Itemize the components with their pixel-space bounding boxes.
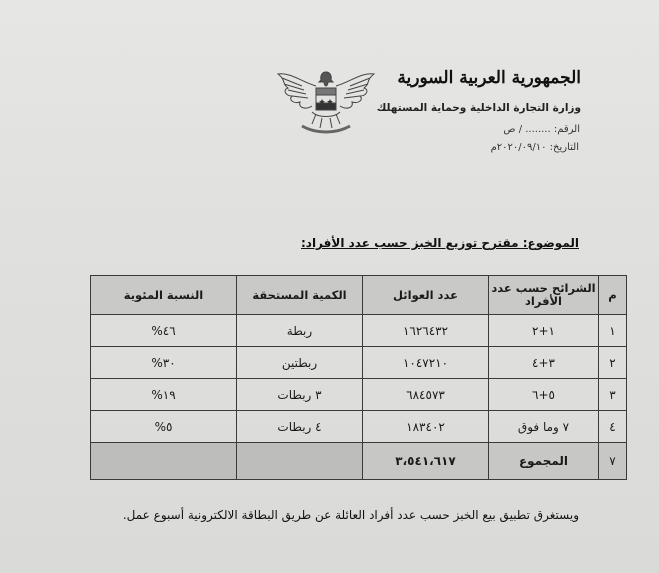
total-families: ٣،٥٤١،٦١٧ bbox=[363, 443, 489, 480]
row-index: ٤ bbox=[599, 411, 627, 443]
row-percent: ٤٦% bbox=[91, 315, 237, 347]
syrian-eagle-emblem-icon bbox=[272, 62, 380, 140]
row-quantity: ربطة bbox=[237, 315, 363, 347]
table-row bbox=[91, 347, 627, 379]
row-quantity: ربطتين bbox=[237, 347, 363, 379]
reference-number: الرقم: ........ / ص bbox=[503, 124, 580, 135]
row-segment: ٣+٤ bbox=[489, 347, 599, 379]
header-index: م bbox=[599, 276, 627, 315]
row-segment: ١+٢ bbox=[489, 315, 599, 347]
header-families: عدد العوائل bbox=[363, 276, 489, 315]
row-quantity: ٤ ربطات bbox=[237, 411, 363, 443]
table-row bbox=[91, 411, 627, 443]
row-families: ١٦٢٦٤٣٢ bbox=[363, 315, 489, 347]
row-quantity: ٣ ربطات bbox=[237, 379, 363, 411]
subject-line: الموضوع: مقترح توزيع الخبز حسب عدد الأفراد: bbox=[300, 236, 579, 250]
row-index: ٢ bbox=[599, 347, 627, 379]
table-row bbox=[91, 379, 627, 411]
row-segment: ٥+٦ bbox=[489, 379, 599, 411]
row-families: ٦٨٤٥٧٣ bbox=[363, 379, 489, 411]
total-index: ٧ bbox=[599, 443, 627, 480]
republic-title: الجمهورية العربية السورية bbox=[397, 68, 581, 88]
header-quantity: الكمية المستحقة bbox=[237, 276, 363, 315]
row-index: ٣ bbox=[599, 379, 627, 411]
total-empty-cell bbox=[91, 443, 237, 480]
footer-note: ويستغرق تطبيق بيع الخبز حسب عدد أفراد العائلة عن طريق البطاقة الالكترونية أسبوع عمل. bbox=[122, 508, 579, 522]
row-families: ١٨٣٤٠٢ bbox=[363, 411, 489, 443]
row-percent: ١٩% bbox=[91, 379, 237, 411]
row-index: ١ bbox=[599, 315, 627, 347]
row-families: ١٠٤٧٢١٠ bbox=[363, 347, 489, 379]
row-percent: ٥% bbox=[91, 411, 237, 443]
total-empty-cell bbox=[237, 443, 363, 480]
table-row bbox=[91, 315, 627, 347]
row-segment: ٧ وما فوق bbox=[489, 411, 599, 443]
total-label: المجموع bbox=[489, 443, 599, 480]
table-total-row bbox=[91, 443, 627, 480]
row-percent: ٣٠% bbox=[91, 347, 237, 379]
ministry-name: وزارة التجارة الداخلية وحماية المستهلك bbox=[376, 102, 581, 114]
document-date: التاريخ: ٢٠٢٠/٠٩/١٠م bbox=[490, 142, 579, 153]
distribution-table bbox=[90, 275, 627, 480]
table-header-row bbox=[91, 276, 627, 315]
header-segment: الشرائح حسب عدد الأفراد bbox=[489, 276, 599, 315]
header-percent: النسبة المئوية bbox=[91, 276, 237, 315]
